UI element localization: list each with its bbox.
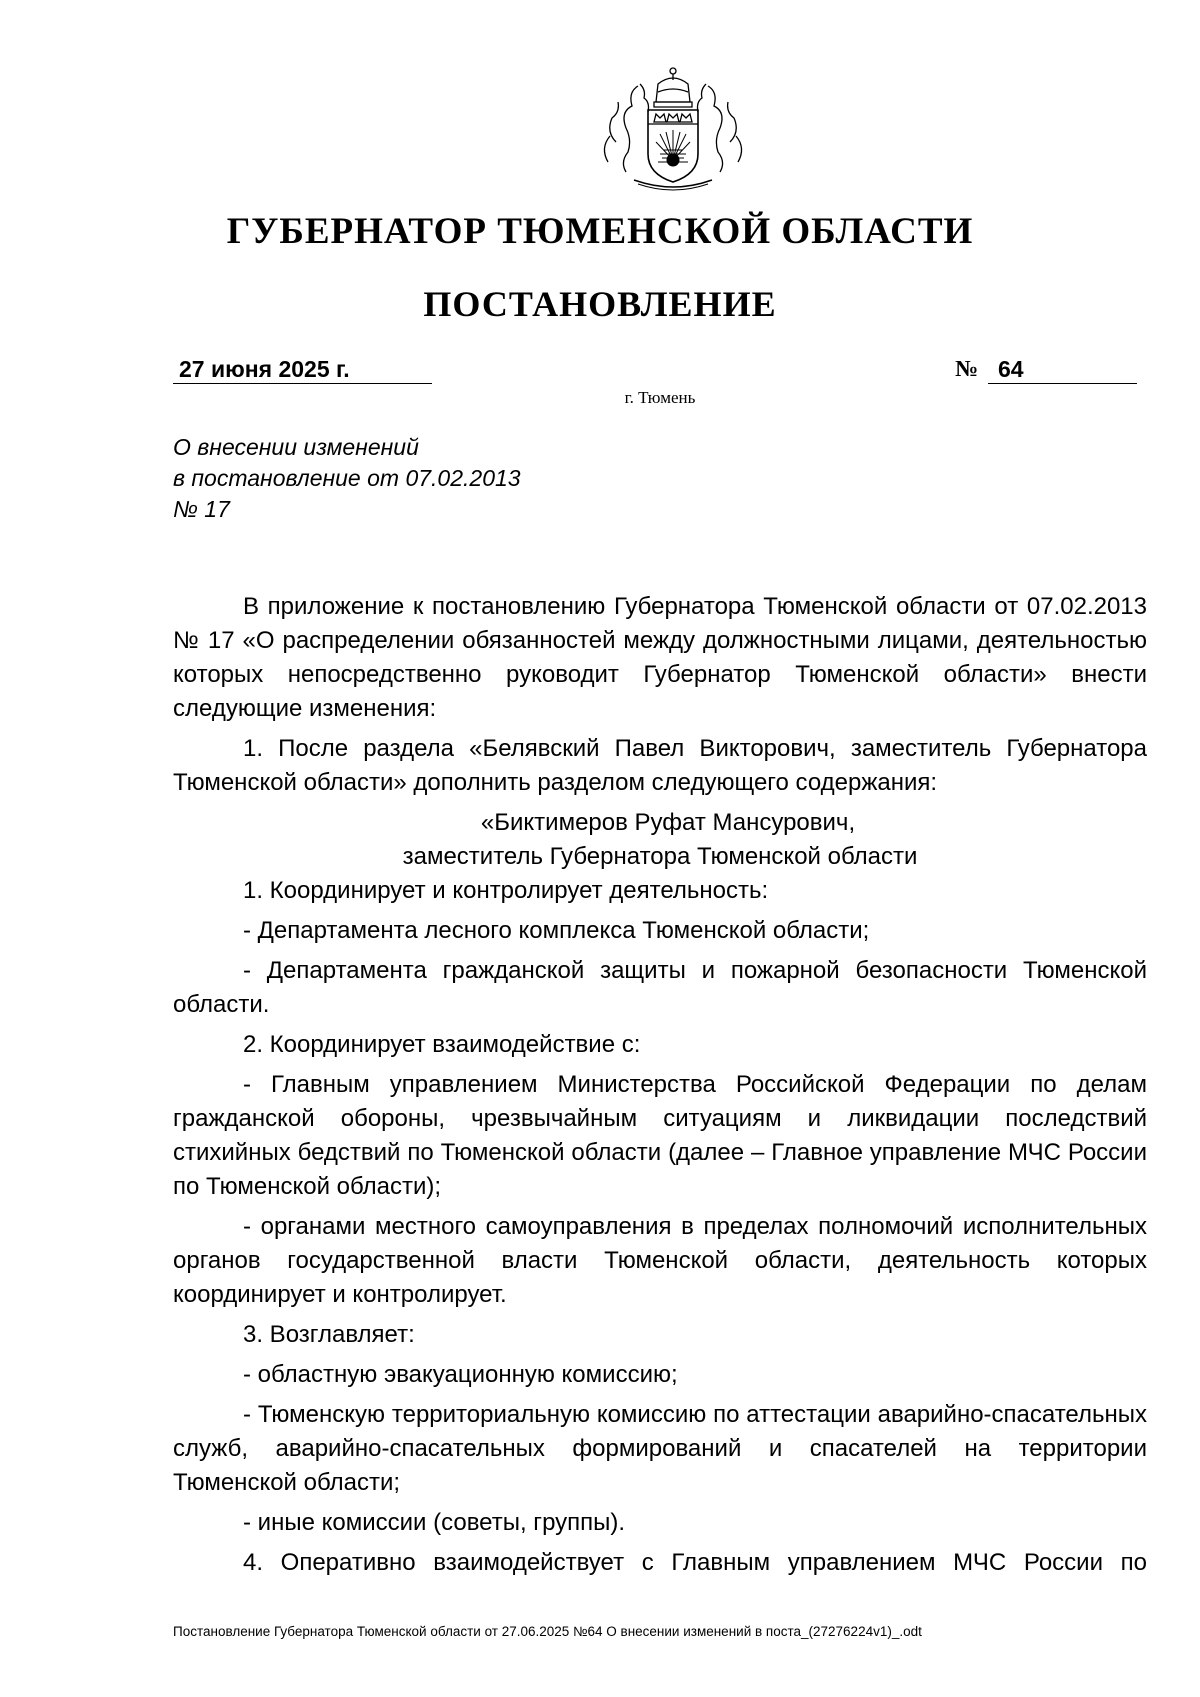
document-subject (173, 432, 673, 525)
intro-paragraph: В приложение к постановлению Губернатора Тюменской области от 07.02.2013 № 17 «О распределении обязанностей между должностными лицами, деятельностью которых непосредственно руководит Губернатор Тюменской области» внести следующие изменения: (173, 593, 1147, 722)
duty-2-item-a: - Главным управлением Министерства Российской Федерации по делам гражданской обороны, чрезвычайным ситуациям и ликвидации последствий стихийных бедствий по Тюменской области (далее – Главное управление МЧС России по Тюменской области); (173, 1071, 1147, 1200)
footer-filename: Постановление Губернатора Тюменской области от 27.06.2025 №64 О внесении изменений в поста_(27276224v1)_.odt (173, 1624, 922, 1639)
section-heading-name: «Биктимеров Руфат Мансурович, (480, 809, 856, 836)
duty-1-item-a: - Департамента лесного комплекса Тюменской области; (243, 917, 870, 944)
subject-line: № 17 (173, 496, 230, 522)
subject-line: О внесении изменений (173, 434, 419, 460)
document-date: 27 июня 2025 г. (173, 354, 432, 384)
item-1-paragraph: 1. После раздела «Белявский Павел Викторович, заместитель Губернатора Тюменской области» дополнить разделом следующего содержания: (173, 735, 1147, 796)
duty-1-paragraph: 1. Координирует и контролирует деятельность: (243, 877, 769, 904)
duty-2-item-b: - органами местного самоуправления в пределах полномочий исполнительных органов государственной власти Тюменской области, деятельность которых координирует и контролирует. (173, 1213, 1147, 1308)
duty-3-item-a: - областную эвакуационную комиссию; (243, 1361, 678, 1388)
number-sign: № (955, 356, 979, 381)
duty-3-item-c: - иные комиссии (советы, группы). (243, 1509, 626, 1536)
duty-1-item-b: - Департамента гражданской защиты и пожарной безопасности Тюменской области. (173, 957, 1147, 1018)
duty-3-paragraph: 3. Возглавляет: (243, 1321, 415, 1348)
city-label: г. Тюмень (624, 388, 696, 407)
organization-title: ГУБЕРНАТОР ТЮМЕНСКОЙ ОБЛАСТИ (226, 211, 974, 252)
section-heading-position: заместитель Губернатора Тюменской области (402, 843, 918, 870)
document-body (173, 590, 1147, 1580)
document-number: 64 (988, 354, 1137, 384)
duty-4-paragraph: 4. Оперативно взаимодействует с Главным управлением МЧС России по (243, 1549, 1147, 1576)
duty-2-paragraph: 2. Координирует взаимодействие с: (243, 1031, 641, 1058)
document-type-title: ПОСТАНОВЛЕНИЕ (423, 284, 777, 324)
duty-3-item-b: - Тюменскую территориальную комиссию по аттестации аварийно-спасательных служб, аварийно-спасательных формирований и спасателей на территории Тюменской области; (173, 1401, 1147, 1496)
subject-line: в постановление от 07.02.2013 (173, 465, 521, 491)
tyumen-coat-of-arms-icon (598, 62, 748, 194)
